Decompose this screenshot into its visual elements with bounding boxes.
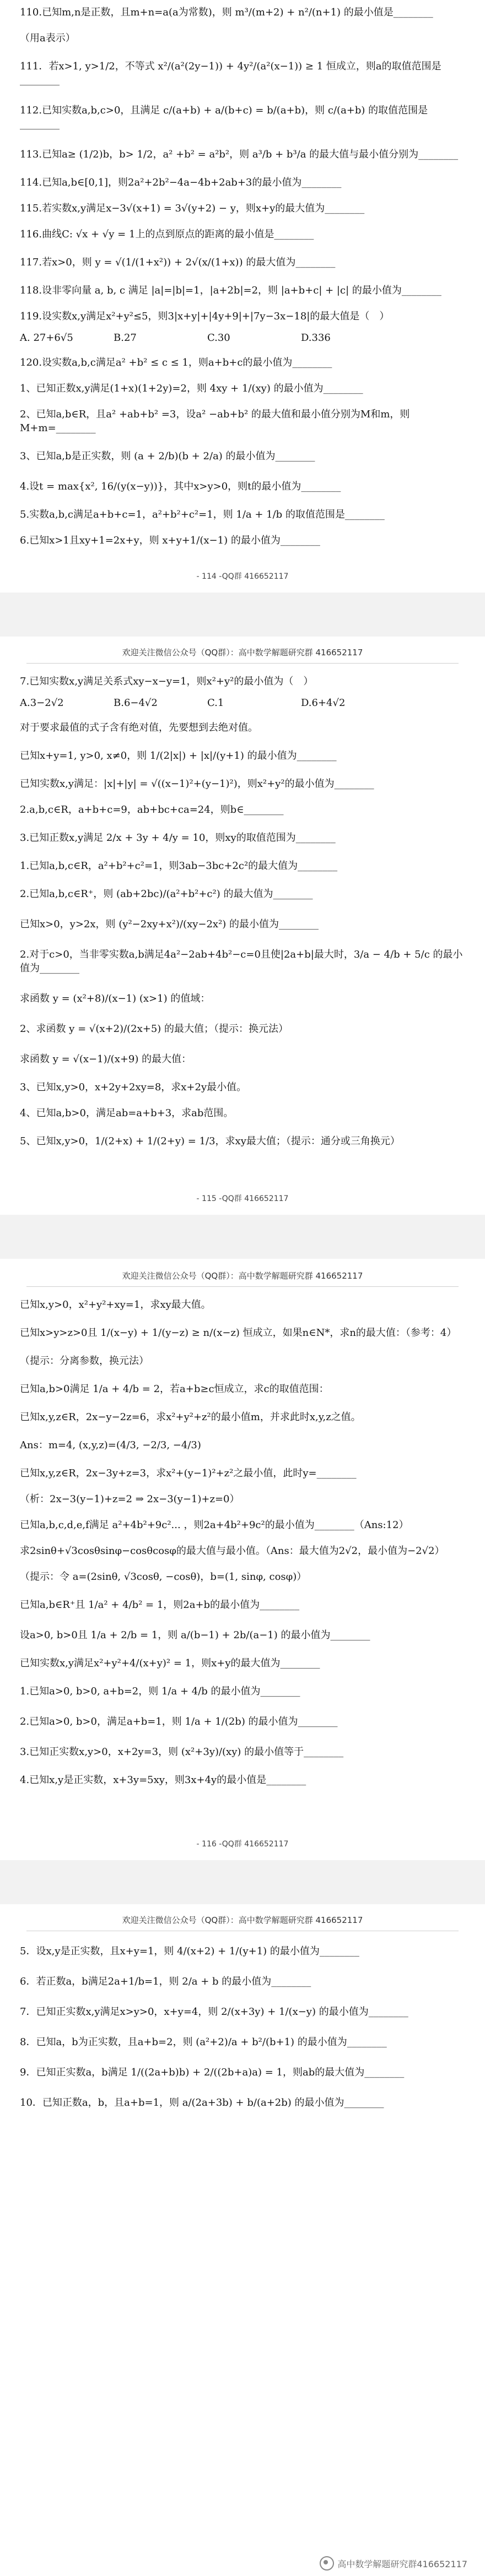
- exercise-10: 10．已知正数a，b，且a+b=1，则 a/(2a+3b) + b/(a+2b) 的最小值为________: [20, 2097, 384, 2108]
- header-divider: [26, 1286, 459, 1287]
- abs-question-2: 已知实数x,y满足：|x|+|y| = √((x−1)²+(y−1)²)，则x²+y²的最小值为________: [20, 778, 374, 790]
- watermark: [320, 2556, 467, 2570]
- exercise-8: 8．已知a，b为正实数，且a+b=2，则 (a²+2)/a + b²/(b+1) 的最小值为________: [20, 2036, 387, 2048]
- page-separator: [0, 1215, 485, 1259]
- question-110-note: （用a表示）: [20, 32, 76, 44]
- question-119-options: [20, 330, 465, 350]
- abs-question-1: 已知x+y=1, y>0, x≠0，则 1/(2|x|) + |x|/(y+1) 的最小值为________: [20, 750, 337, 762]
- option-c: C.1: [207, 697, 224, 709]
- question-4-ab-range: 4、已知a,b>0，满足ab=a+b+3，求ab范围。: [20, 1107, 234, 1119]
- page-header: 欢迎关注微信公众号（QQ群）：高中数学解题研究群 416652117: [122, 1915, 363, 1925]
- question-116: 116.曲线C: √x + √y = 1上的点到原点的距离的最小值是________: [20, 229, 314, 240]
- question-7: 7.已知实数x,y满足关系式xy−x−y=1，则x²+y²的最小值为（ ）: [20, 676, 314, 687]
- question-110: 110.已知m,n是正数，且m+n=a(a为常数)，则 m³/(m+2) + n²/(n+1) 的最小值是________: [20, 7, 433, 18]
- question-112: 112.已知实数a,b,c>0，且满足 c/(a+b) + a/(b+c) = b/(a+b)，则 c/(a+b) 的取值范围是________: [20, 105, 428, 130]
- question-n-max: 已知x>y>z>0且 1/(x−y) + 1/(y−z) ≥ n/(x−z) 恒成立，如果n∈N*，求n的最大值：（参考：4）: [20, 1327, 457, 1339]
- question-2a-b: 已知a,b∈R⁺且 1/a² + 4/b² = 1，则2a+b的最小值为________: [20, 1599, 300, 1611]
- header-divider: [26, 663, 459, 664]
- question-117: 117.若x>0，则 y = √(1/(1+x²)) + 2√(x/(1+x)) 的最大值为________: [20, 257, 336, 268]
- exercise-6: 6.已知x>1且xy+1=2x+y，则 x+y+1/(x−1) 的最小值为________: [20, 535, 320, 546]
- exercise-4: 4.已知x,y是正实数，x+3y=5xy，则3x+4y的最小值是________: [20, 1774, 306, 1786]
- exercise-2: 2、已知a,b∈R，且a² +ab+b² =3，设a² −ab+b² 的最大值和最小值分别为M和m，则M+m=________: [20, 409, 410, 434]
- page-separator: [0, 593, 485, 637]
- option-d: D.336: [301, 332, 331, 344]
- question-120: 120.设实数a,b,c满足a² +b² ≤ c ≤ 1，则a+b+c的最小值为________: [20, 357, 332, 368]
- option-b: B.6−4√2: [114, 697, 158, 709]
- answer-m: Ans：m=4, (x,y,z)=(4/3, −2/3, −4/3): [20, 1439, 201, 1451]
- exercise-2: 2.已知a>0, b>0，满足a+b=1，则 1/a + 1/(2b) 的最小值为________: [20, 1716, 338, 1727]
- exercise-5: 5.实数a,b,c满足a+b+c=1，a²+b²+c²=1，则 1/a + 1/b 的取值范围是________: [20, 509, 385, 520]
- page-114: [10, 0, 475, 593]
- hint-separation: （提示：分离参数，换元法）: [20, 1355, 149, 1367]
- wechat-icon: [320, 2556, 334, 2570]
- question-2-c: 2.对于c>0，当非零实数a,b满足4a²−2ab+4b²−c=0且使|2a+b|最大时，3/a − 4/b + 5/c 的最小值为________: [20, 949, 463, 974]
- question-118: 118.设非零向量 a, b, c 满足 |a|=|b|=1，|a+2b|=2，则 |a+b+c| + |c| 的最小值为________: [20, 285, 441, 296]
- option-c: C.30: [207, 332, 230, 344]
- exercise-5: 5．设x,y是正实数，且x+y=1，则 4/(x+2) + 1/(y+1) 的最小值为________: [20, 1945, 359, 1957]
- question-5-xy-max: 5、已知x,y>0，1/(2+x) + 1/(2+y) = 1/3，求xy最大值；（提示：通分或三角换元）: [20, 1135, 400, 1147]
- question-min-m: 已知x,y,z∈R，2x−y−2z=6，求x²+y²+z²的最小值m，并求此时x,y,z之值。: [20, 1411, 361, 1423]
- page-footer: - 115 -QQ群 416652117: [196, 1194, 289, 1203]
- function-max-3: 求函数 y = √(x−1)/(x+9) 的最大值：: [20, 1053, 192, 1065]
- exercise-4: 4.设t = max{x², 16/(y(x−y))}，其中x>y>0，则t的最小值为________: [20, 481, 341, 492]
- watermark-text: 高中数学解题研究群416652117: [337, 2558, 467, 2569]
- question-xy-ratio: 已知x>0，y>2x，则 (y²−2xy+x²)/(xy−2x²) 的最小值为________: [20, 919, 319, 930]
- analysis-note: （析：2x−3(y−1)+z=2 ⇒ 2x−3(y−1)+z=0）: [20, 1493, 240, 1505]
- hint-vector: （提示：令 a=(2sinθ, √3cosθ, −cosθ)，b=(1, sinφ, cosφ)）: [20, 1571, 307, 1583]
- question-trig-max: 求2sinθ+√3cosθsinφ−cosθcosφ的最大值与最小值。（Ans：最大值为2√2，最小值为−2√2）: [20, 1545, 445, 1557]
- option-a: A. 27+6√5: [20, 332, 73, 344]
- exercise-9: 9．已知正实数a，b满足 1/((2a+b)b) + 2/((2b+a)a) = 1，则ab的最大值为________: [20, 2067, 405, 2078]
- question-119: 119.设实数x,y满足x²+y²≤5，则3|x+y|+|4y+9|+|7y−3x−18|的最大值是（ ）: [20, 311, 390, 322]
- function-max-2: 2、求函数 y = √(x+2)/(2x+5) 的最大值；（提示：换元法）: [20, 1023, 289, 1035]
- exercise-1: 1、已知正数x,y满足(1+x)(1+2y)=2，则 4xy + 1/(xy) 的最小值为________: [20, 383, 363, 394]
- page-117: [10, 1904, 475, 2576]
- page-116: [10, 1260, 475, 1860]
- question-3-xy-min: 3、已知x,y>0，x+2y+2xy=8，求x+2y最小值。: [20, 1082, 247, 1093]
- option-a: A.3−2√2: [20, 697, 64, 709]
- option-b: B.27: [114, 332, 137, 344]
- question-7-options: [20, 695, 465, 715]
- page-separator: [0, 1860, 485, 1904]
- question-111: 111．若x>1, y>1/2，不等式 x²/(a²(2y−1)) + 4y²/(a²(x−1)) ≥ 1 恒成立，则a的取值范围是________: [20, 61, 441, 86]
- page-footer: - 116 -QQ群 416652117: [196, 1840, 289, 1849]
- question-3-xy: 3.已知正数x,y满足 2/x + 3y + 4/y = 10，则xy的取值范围为________: [20, 832, 336, 844]
- page-footer: - 114 -QQ群 416652117: [196, 572, 289, 581]
- question-xy-sum-max: 已知实数x,y满足x²+y²+4/(x+y)² = 1，则x+y的最大值为________: [20, 1657, 320, 1669]
- question-115: 115.若实数x,y满足x−3√(x+1) = 3√(y+2) − y，则x+y的最大值为________: [20, 203, 365, 214]
- question-min-12: 已知a,b,c,d,e,f满足 a²+4b²+9c²... ，则2a+4b²+9c²的最小值为________（Ans:12）: [20, 1519, 409, 1531]
- exercise-3: 3、已知a,b是正实数，则 (a + 2/b)(b + 2/a) 的最小值为________: [20, 450, 315, 462]
- abs-value-tip: 对于要求最值的式子含有绝对值，先要想到去绝对值。: [20, 722, 258, 733]
- question-113: 113.已知a≥ (1/2)b，b> 1/2，a² +b² = a²b²，则 a³/b + b³/a 的最大值与最小值分别为________: [20, 149, 459, 160]
- exercise-7: 7．已知正实数x,y满足x>y>0，x+y=4，则 2/(x+3y) + 1/(x−y) 的最小值为________: [20, 2006, 408, 2018]
- exercise-6: 6．若正数a，b满足2a+1/b=1，则 2/a + b 的最小值为________: [20, 1976, 311, 1987]
- page-header: 欢迎关注微信公众号（QQ群）：高中数学解题研究群 416652117: [122, 648, 363, 657]
- question-xy-max: 已知x,y>0，x²+y²+xy=1，求xy最大值。: [20, 1299, 211, 1311]
- question-min-y: 已知x,y,z∈R，2x−3y+z=3，求x²+(y−1)²+z²之最小值，此时y=________: [20, 1468, 357, 1479]
- question-ab-ratio: 设a>0, b>0且 1/a + 2/b = 1，则 a/(b−1) + 2b/(a−1) 的最小值为________: [20, 1629, 370, 1641]
- page-header: 欢迎关注微信公众号（QQ群）：高中数学解题研究群 416652117: [122, 1271, 363, 1281]
- exercise-1: 1.已知a>0, b>0, a+b=2，则 1/a + 4/b 的最小值为________: [20, 1686, 300, 1697]
- question-114: 114.已知a,b∈[0,1]，则2a²+2b²−4a−4b+2ab+3的最小值为________: [20, 177, 342, 188]
- option-d: D.6+4√2: [301, 697, 346, 709]
- exercise-3: 3.已知正实数x,y>0，x+2y=3，则 (x²+3y)/(xy) 的最小值等于________: [20, 1746, 344, 1758]
- question-1-abc: 1.已知a,b,c∈R，a²+b²+c²=1，则3ab−3bc+2c²的最大值为________: [20, 860, 338, 872]
- question-2-abc: 2.a,b,c∈R，a+b+c=9，ab+bc+ca=24，则b∈________: [20, 804, 284, 816]
- question-c-range: 已知a,b>0满足 1/a + 4/b = 2，若a+b≥c恒成立，求c的取值范围：: [20, 1383, 329, 1395]
- function-range-1: 求函数 y = (x²+8)/(x−1) (x>1) 的值域：: [20, 993, 211, 1004]
- page-115: [10, 637, 475, 1215]
- question-2-ratio: 2.已知a,b,c∈R⁺，则 (ab+2bc)/(a²+b²+c²) 的最大值为________: [20, 888, 313, 900]
